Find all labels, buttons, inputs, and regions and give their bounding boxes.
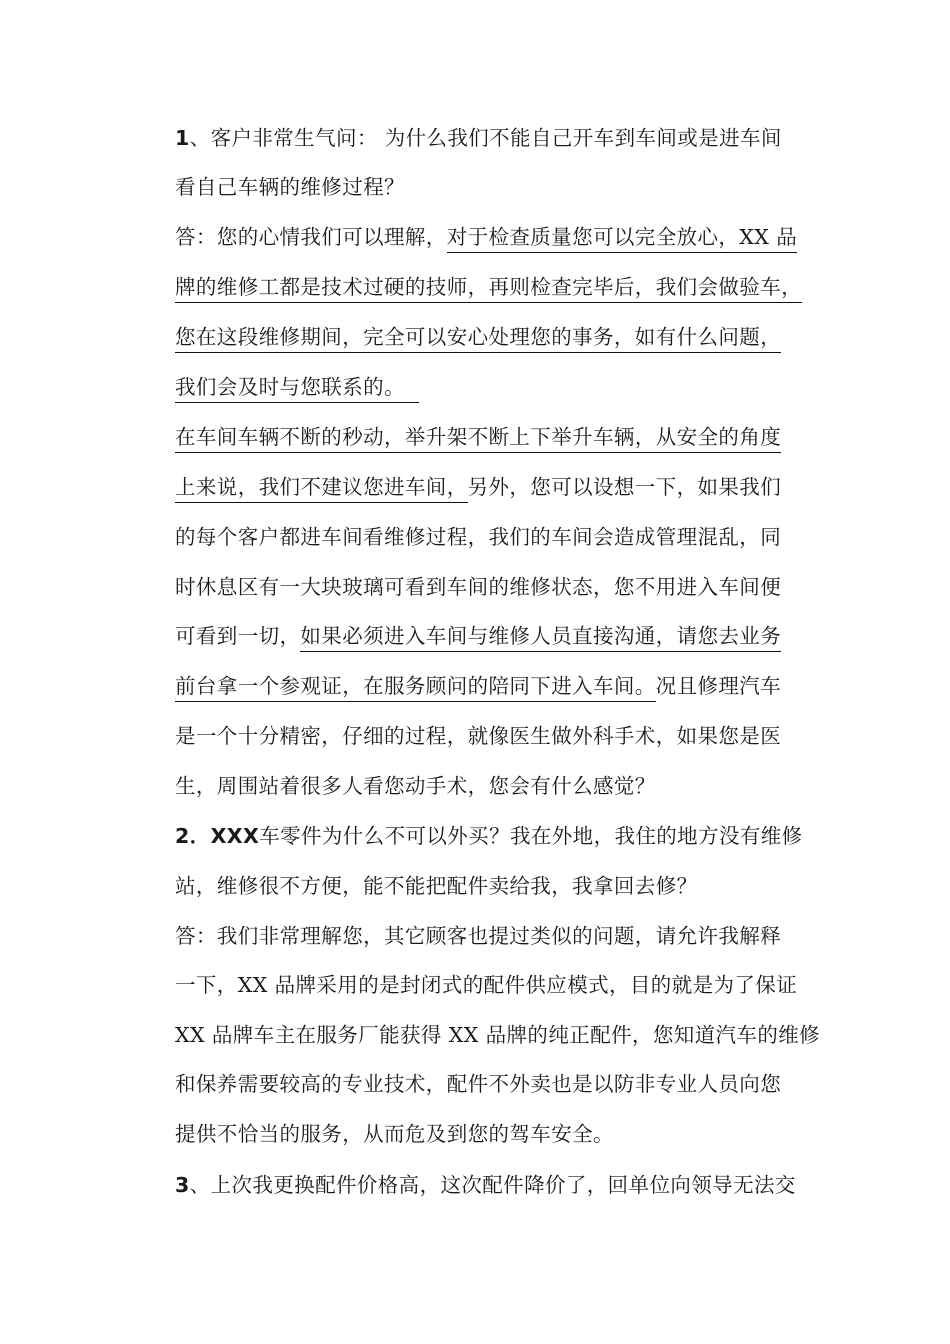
question-3-text: 、上次我更换配件价格高，这次配件降价了，回单位向领导无法交 xyxy=(189,1173,796,1197)
answer-1-line-5 xyxy=(175,422,781,452)
answer-2-line-3: XX 品牌车主在服务厂能获得 XX 品牌的纯正配件，您知道汽车的维修 xyxy=(175,1023,821,1047)
answer-1-text: 另外，您可以设想一下，如果我们 xyxy=(467,475,782,499)
answer-1-line-11: 是一个十分精密，仔细的过程，就像医生做外科手术，如果您是医 xyxy=(175,724,782,748)
answer-1-text: 可看到一切， xyxy=(175,624,301,648)
answer-1-line-7: 的每个客户都进车间看维修过程，我们的车间会造成管理混乱，同 xyxy=(175,525,782,549)
question-1-number: 1 xyxy=(175,126,190,150)
answer-1-line-1 xyxy=(175,222,797,252)
answer-1-underlined-text: 我们会及时与您联系的。 xyxy=(175,375,419,403)
answer-1-text: 答：您的心情我们可以理解， xyxy=(175,225,447,249)
answer-1-underlined-text: 前台拿一个参观证，在服务顾问的陪同下进入车间。 xyxy=(175,674,656,702)
question-3-number: 3 xyxy=(175,1173,190,1197)
question-2-line-2: 站，维修很不方便，能不能把配件卖给我，我拿回去修？ xyxy=(175,874,698,898)
answer-2-line-1: 答：我们非常理解您，其它顾客也提过类似的问题，请允许我解释 xyxy=(175,924,782,948)
answer-1-underlined-text: 如果必须进入车间与维修人员直接沟通，请您去业务 xyxy=(300,624,781,652)
question-2-line-1 xyxy=(175,821,803,851)
answer-2-line-4: 和保养需要较高的专业技术，配件不外卖也是以防非专业人员向您 xyxy=(175,1072,782,1096)
question-2-text: 车零件为什么不可以外买？我在外地，我住的地方没有维修 xyxy=(259,824,803,848)
answer-1-line-3 xyxy=(175,322,781,352)
question-1-text: 、客户非常生气问： 为什么我们不能自己开车到车间或是进车间 xyxy=(189,126,782,150)
question-2-number: 2．XXX xyxy=(175,824,260,848)
answer-1-underlined-text: 您在这段维修期间，完全可以安心处理您的事务，如有什么问题， xyxy=(175,325,781,353)
answer-1-line-6 xyxy=(175,472,781,502)
answer-1-underlined-text: 在车间车辆不断的秒动，举升架不断上下举升车辆，从安全的角度 xyxy=(175,425,781,453)
answer-1-underlined-text: 对于检查质量您可以完全放心，XX 品 xyxy=(447,225,797,253)
answer-1-line-9 xyxy=(175,621,781,651)
answer-1-line-4 xyxy=(175,372,419,402)
question-1-line-1 xyxy=(175,123,782,153)
answer-1-line-12: 生，周围站着很多人看您动手术，您会有什么感觉？ xyxy=(175,774,656,798)
answer-1-underlined-text: 上来说，我们不建议您进车间， xyxy=(175,475,468,503)
answer-2-line-5: 提供不恰当的服务，从而危及到您的驾车安全。 xyxy=(175,1122,614,1146)
answer-1-underlined-text: 牌的维修工都是技术过硬的技师，再则检查完毕后，我们会做验车， xyxy=(175,275,802,303)
answer-1-line-8: 时休息区有一大块玻璃可看到车间的维修状态，您不用进入车间便 xyxy=(175,575,782,599)
question-3-line-1 xyxy=(175,1170,796,1200)
answer-1-text: 况且修理汽车 xyxy=(655,674,782,698)
answer-1-line-10 xyxy=(175,671,781,701)
answer-2-line-2: 一下，XX 品牌采用的是封闭式的配件供应模式，目的就是为了保证 xyxy=(175,973,798,997)
question-1-line-2: 看自己车辆的维修过程？ xyxy=(175,175,405,199)
answer-1-line-2 xyxy=(175,272,802,302)
